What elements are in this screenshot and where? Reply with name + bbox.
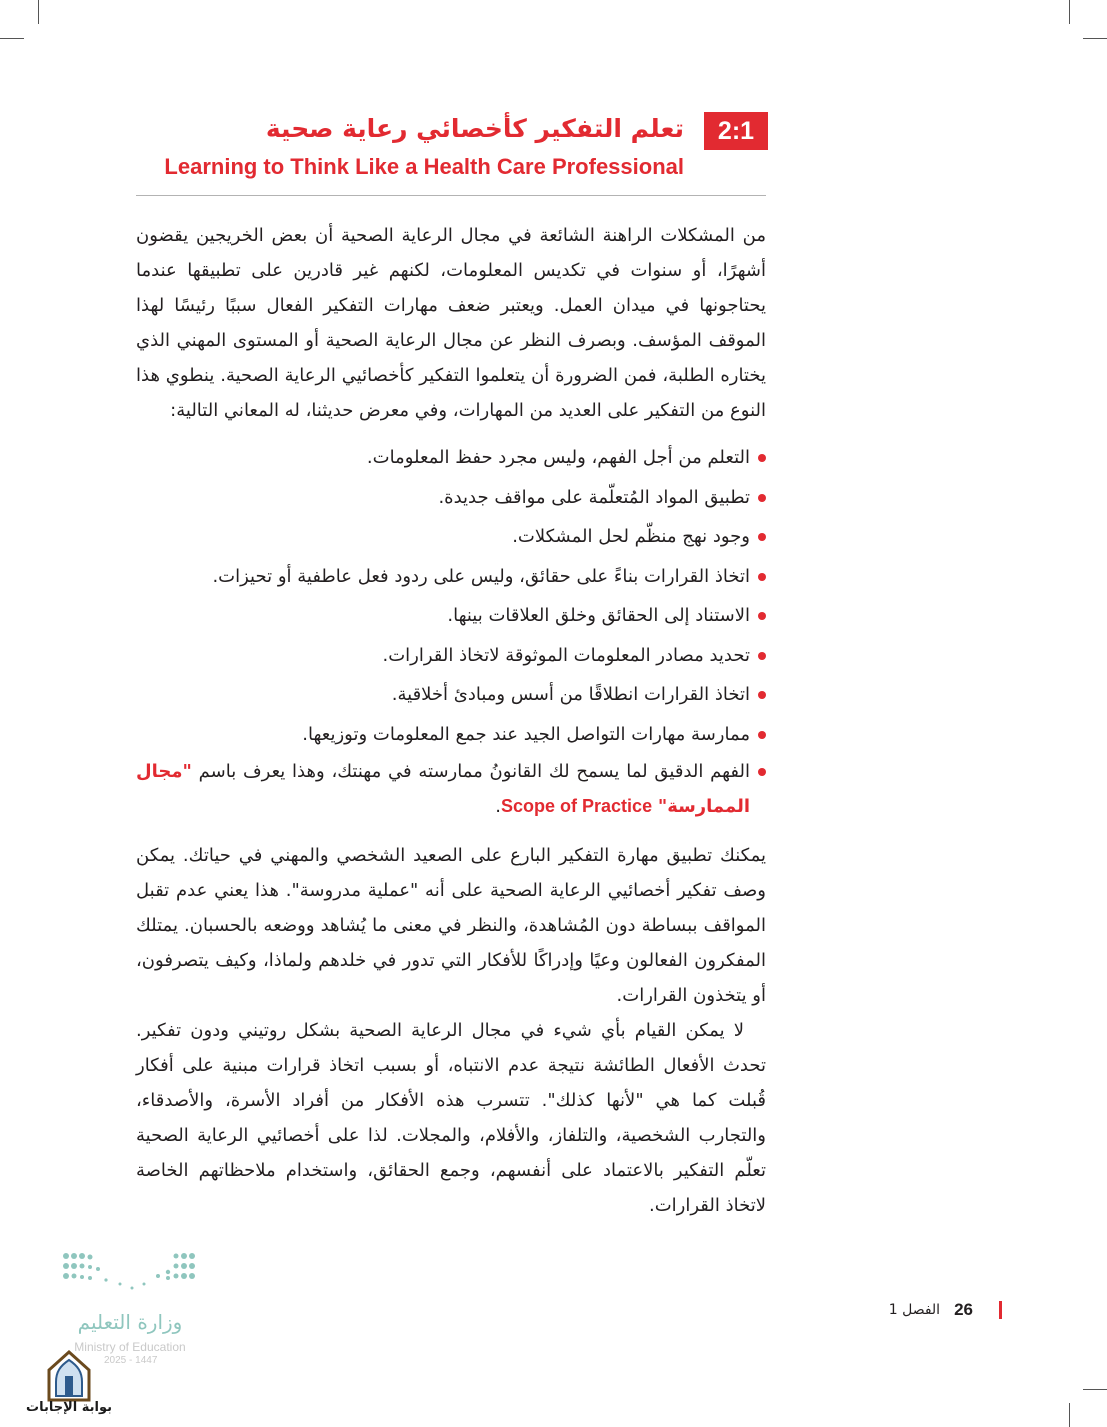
mosque-emblem-icon bbox=[44, 1350, 94, 1402]
header-divider bbox=[136, 195, 766, 196]
ministry-name-arabic: وزارة التعليم bbox=[77, 1310, 183, 1334]
dots-pattern-icon bbox=[60, 1248, 200, 1298]
page-marker bbox=[999, 1301, 1002, 1319]
list-item: التعلم من أجل الفهم، وليس مجرد حفظ المعلومات. bbox=[136, 438, 766, 478]
crop-mark bbox=[38, 0, 39, 24]
page-content bbox=[136, 218, 766, 1223]
list-item: الفهم الدقيق لما يسمح لك القانونُ ممارسته في مهنتك، وهذا يعرف باسم "مجال الممارسة" Scope of Practice. bbox=[136, 754, 766, 824]
bullet-icon bbox=[758, 533, 766, 541]
list-item: الاستناد إلى الحقائق وخلق العلاقات بينها. bbox=[136, 596, 766, 636]
intro-paragraph: من المشكلات الراهنة الشائعة في مجال الرعاية الصحية أن بعض الخريجين يقضون أشهرًا، أو سنوات في تكديس المعلومات، لكنهم غير قادرين على تطبيقها عندما يحتاجونها في ميدان العمل. ويعتبر ضعف مهارات التفكير الفعال سببًا رئيسًا لهذا الموقف المؤسف. وبصرف النظر عن مجال الرعاية الصحية أو المستوى المهني الذي يختاره الطلبة، فمن الضرورة أن يتعلموا التفكير كأخصائيي الرعاية الصحية. ينطوي هذا النوع من التفكير على العديد من المهارات، وفي معرض حديثنا، له المعاني التالية: bbox=[136, 225, 766, 421]
section-number: 2:1 bbox=[704, 112, 768, 150]
section-title-arabic: تعلم التفكير كأخصائي رعاية صحية bbox=[265, 114, 684, 143]
scope-term-english: Scope of Practice bbox=[501, 796, 653, 816]
list-item: اتخاذ القرارات انطلاقًا من أسس ومبادئ أخلاقية. bbox=[136, 675, 766, 715]
bullet-icon bbox=[758, 731, 766, 739]
section-title-english: Learning to Think Like a Health Care Professional bbox=[164, 154, 684, 179]
bullet-icon bbox=[758, 691, 766, 699]
section-header bbox=[158, 112, 768, 198]
list-item: اتخاذ القرارات بناءً على حقائق، وليس على ردود فعل عاطفية أو تحيزات. bbox=[136, 557, 766, 597]
bullet-icon bbox=[758, 494, 766, 502]
ministry-year: 2025 - 1447 bbox=[104, 1355, 158, 1366]
crop-mark bbox=[1069, 0, 1070, 24]
bullet-list bbox=[136, 438, 766, 824]
chapter-label: الفصل 1 bbox=[888, 1302, 941, 1318]
bullet-icon bbox=[758, 768, 766, 776]
body-paragraph: يمكنك تطبيق مهارة التفكير البارع على الصعيد الشخصي والمهني في حياتك. يمكن وصف تفكير أخصائيي الرعاية الصحية على أنه "عملية مدروسة". هذا يعني عدم تقبل المواقف ببساطة دون المُشاهدة، والنظر في معنى ما يُشاهد ووضعه بالحسبان. يمتلك المفكرون الفعالون وعيًا وإدراكًا للأفكار التي تدور في خلدهم ولماذا، وكيف يتصرفون، أو يتخذون القرارات. bbox=[136, 845, 766, 1006]
crop-mark bbox=[1083, 38, 1107, 39]
list-item: تطبيق المواد المُتعلّمة على مواقف جديدة. bbox=[136, 478, 766, 518]
crop-mark bbox=[1069, 1403, 1070, 1427]
bullet-icon bbox=[758, 573, 766, 581]
list-item: تحديد مصادر المعلومات الموثوقة لاتخاذ القرارات. bbox=[136, 636, 766, 676]
bullet-icon bbox=[758, 612, 766, 620]
scope-term-arabic: "مجال الممارسة" bbox=[136, 761, 750, 817]
list-item: وجود نهج منظّم لحل المشكلات. bbox=[136, 517, 766, 557]
list-item: ممارسة مهارات التواصل الجيد عند جمع المعلومات وتوزيعها. bbox=[136, 715, 766, 755]
crop-mark bbox=[1083, 1389, 1107, 1390]
gateway-label: بوابة الإجابات bbox=[26, 1400, 112, 1415]
body-paragraph: لا يمكن القيام بأي شيء في مجال الرعاية الصحية بشكل روتيني ودون تفكير. تحدث الأفعال الطائشة نتيجة عدم الانتباه، أو بسبب اتخاذ قرارات مبنية على أفكار قُبلت كما هي "لأنها كذلك". تتسرب هذه الأفكار من أفراد الأسرة، والأصدقاء، والتجارب الشخصية، والتلفاز، والأفلام، والمجلات. لذا على أخصائيي الرعاية الصحية تعلّم التفكير بالاعتماد على أنفسهم، وجمع الحقائق، واستخدام ملاحظاتهم الخاصة لاتخاذ القرارات. bbox=[136, 1020, 766, 1216]
crop-mark bbox=[0, 38, 24, 39]
page-footer bbox=[889, 1298, 1002, 1322]
ministry-name-english: Ministry of Education bbox=[74, 1340, 186, 1354]
bullet-icon bbox=[758, 652, 766, 660]
page-number: 26 bbox=[954, 1300, 973, 1319]
bullet-icon bbox=[758, 454, 766, 462]
